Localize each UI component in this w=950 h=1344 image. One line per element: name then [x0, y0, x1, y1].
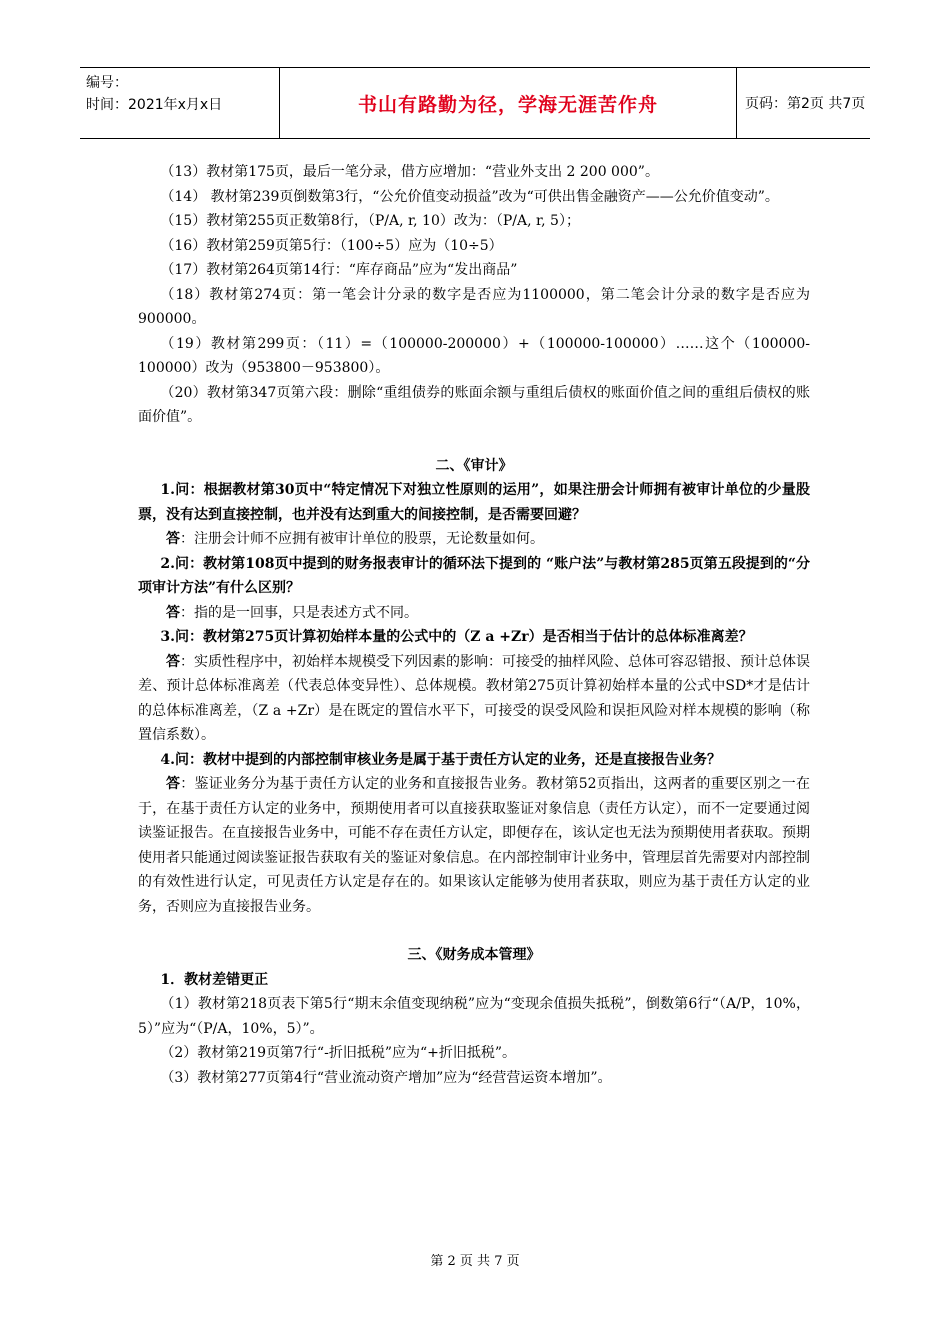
- audit-question: 2.问：教材第108页中提到的财务报表审计的循环法下提到的 “账户法”与教材第285页第五段提到的“分项审计方法”有什么区别？: [138, 555, 810, 596]
- header-page-number: 页码：第2页 共7页: [745, 96, 866, 112]
- audit-question: 1.问：根据教材第30页中“特定情况下对独立性原则的运用”，如果注册会计师拥有被审计单位的少量股票，没有达到直接控制，也并没有达到重大的间接控制，是否需要回避？: [138, 482, 810, 523]
- errata-item: （14） 教材第239页倒数第3行，“公允价值变动损益”改为“可供出售金融资产——公允价值变动”。: [160, 188, 779, 205]
- header-info: [80, 68, 280, 138]
- errata-item: （17）教材第264页第14行：“库存商品”应为“发出商品”: [160, 262, 518, 278]
- audit-question: 3.问：教材第275页计算初始样本量的公式中的（Z a +Zr）是否相当于估计的总体标准离差？: [160, 629, 753, 645]
- answer-label: 答: [166, 531, 180, 547]
- page-footer: 第 2 页 共 7 页: [430, 1254, 520, 1269]
- finance-item: （2）教材第219页第7行“-折旧抵税”应为“+折旧抵税”。: [160, 1045, 517, 1061]
- errata-item: （15）教材第255页正数第8行，（P/A, r, 10）改为：（P/A, r, 5）；: [160, 213, 580, 229]
- answer-label: 答: [166, 653, 180, 670]
- answer-text: ：指的是一回事，只是表述方式不同。: [180, 604, 418, 621]
- answer-label: 答: [166, 604, 180, 621]
- errata-item: （20）教材第347页第六段：删除“重组债券的账面余额与重组后债权的账面价值之间的重组后债权的账面价值”。: [138, 384, 810, 425]
- answer-text: ：注册会计师不应拥有被审计单位的股票，无论数量如何。: [180, 531, 544, 547]
- section-title-finance: 三、《财务成本管理》: [407, 947, 541, 963]
- finance-subtitle: 1．教材差错更正: [160, 971, 269, 988]
- audit-question: 4.问：教材中提到的内部控制审核业务是属于基于责任方认定的业务，还是直接报告业务？: [160, 751, 722, 768]
- finance-item: （1）教材第218页表下第5行“期末余值变现纳税”应为“变现余值损失抵税”，倒数第6行“（A/P，10%，5）”应为“（P/A，10%，5）”。: [138, 996, 810, 1037]
- answer-text: ：鉴证业务分为基于责任方认定的业务和直接报告业务。教材第52页指出，这两者的重要区别之一在于，在基于责任方认定的业务中，预期使用者可以直接获取鉴证对象信息（责任方认定），而不一定要通过阅读鉴证报告。在直接报告业务中，可能不存在责任方认定，即便存在，该认定也无法为预期使用者获取。预期使用者只能通过阅读鉴证报告获取有关的鉴证对象信息。在内部控制审计业务中，管理层首先需要对内部控制的有效性进行认定，可见责任方认定是存在的。如果该认定能够为使用者获取，则应为基于责任方认定的业务，否则应为直接报告业务。: [138, 776, 811, 915]
- answer-text: ：实质性程序中，初始样本规模受下列因素的影响：可接受的抽样风险、总体可容忍错报、预计总体误差、预计总体标准离差（代表总体变异性）、总体规模。教材第275页计算初始样本量的公式中SD*才是估计的总体标准离差，（Z a +Zr）是在既定的置信水平下，可接受的误受风险和误拒风险对样本规模的影响（称置信系数）。: [138, 653, 810, 743]
- page-header: [80, 67, 870, 139]
- audit-answer: [138, 601, 810, 626]
- audit-answer: [138, 527, 810, 552]
- page-content: [138, 160, 810, 1090]
- date-label: 时间：2021年x月x日: [86, 97, 223, 113]
- audit-answer: [138, 650, 810, 748]
- answer-label: 答: [166, 776, 181, 792]
- errata-item: （13）教材第175页，最后一笔分录，借方应增加：“营业外支出 2 200 000”。: [160, 164, 659, 180]
- serial-label: 编号：: [86, 75, 128, 91]
- errata-item: （16）教材第259页第5行：（100÷5）应为（10÷5）: [160, 237, 503, 254]
- errata-item: （19）教材第299页：（11）=（100000-200000）+（100000-100000）……这个（100000-100000）改为（953800－953800）。: [138, 335, 810, 376]
- header-motto: 书山有路勤为径，学海无涯苦作舟: [280, 68, 737, 138]
- errata-item: （18）教材第274页：第一笔会计分录的数字是否应为1100000，第二笔会计分录的数字是否应为900000。: [138, 286, 810, 327]
- finance-item: （3）教材第277页第4行“营业流动资产增加”应为“经营营运资本增加”。: [160, 1069, 612, 1086]
- section-title-audit: 二、《审计》: [435, 457, 513, 474]
- audit-answer: [138, 772, 810, 919]
